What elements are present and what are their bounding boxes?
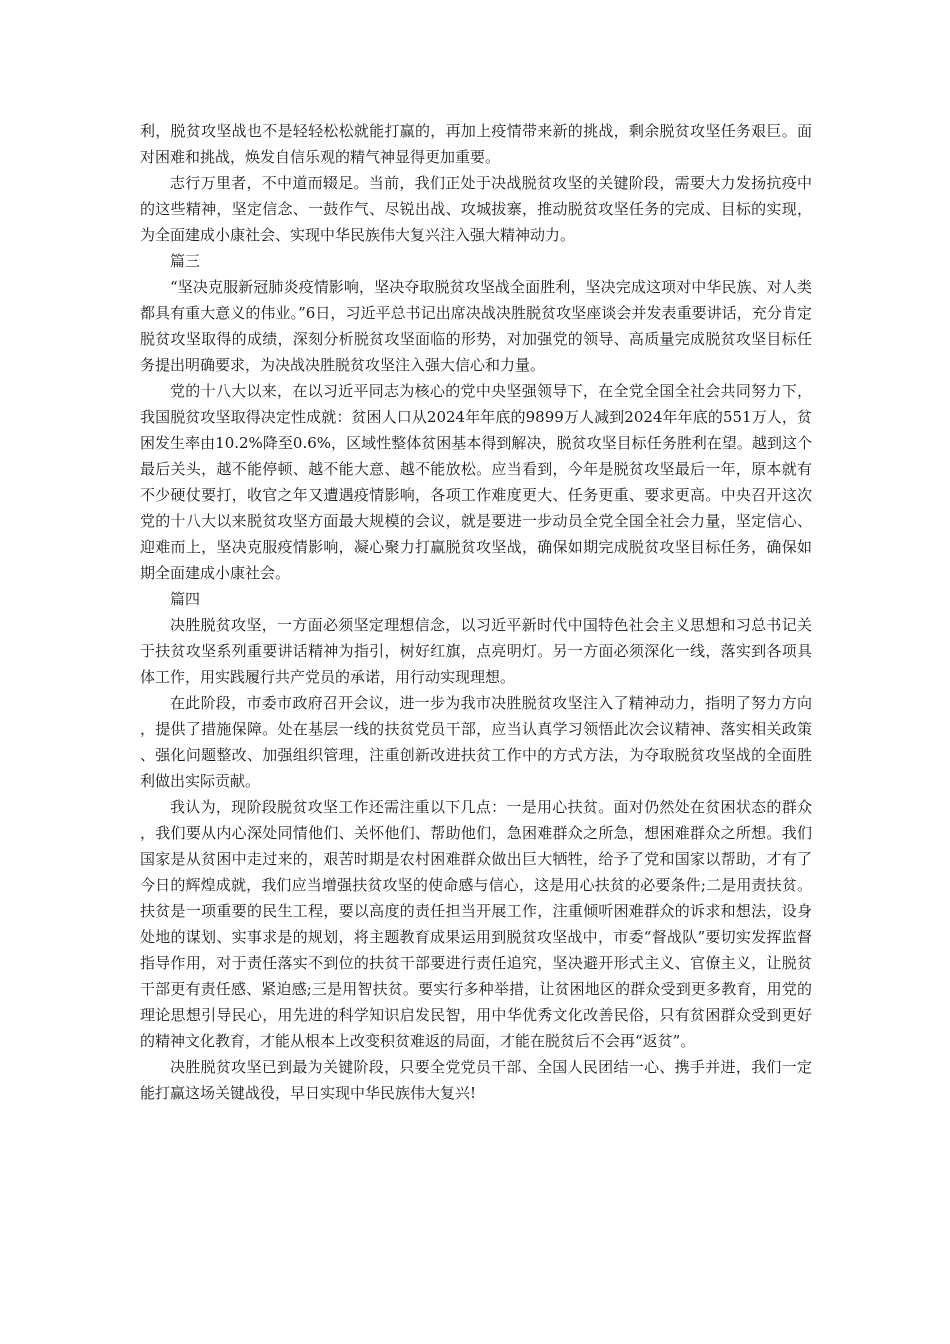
section-heading-3: 篇三 (170, 252, 201, 270)
paragraph: 决胜脱贫攻坚，一方面必须坚定理想信念，以习近平新时代中国特色社会主义思想和习总书记关于扶贫攻坚系列重要讲话精神为指引，树好红旗，点亮明灯。另一方面必须深化一线，落实到各项具体工作，用实践履行共产党员的承诺，用行动实现理想。 (140, 616, 812, 686)
document-body (140, 118, 812, 1106)
paragraph: “坚决克服新冠肺炎疫情影响，坚决夺取脱贫攻坚战全面胜利，坚决完成这项对中华民族、对人类都具有重大意义的伟业。”6日，习近平总书记出席决战决胜脱贫攻坚座谈会并发表重要讲话，充分肯定脱贫攻坚取得的成绩，深刻分析脱贫攻坚面临的形势，对加强党的领导、高质量完成脱贫攻坚目标任务提出明确要求，为决战决胜脱贫攻坚注入强大信心和力量。 (140, 278, 812, 374)
paragraph-continued: 利，脱贫攻坚战也不是轻轻松松就能打赢的，再加上疫情带来新的挑战，剩余脱贫攻坚任务艰巨。面对困难和挑战，焕发自信乐观的精气神显得更加重要。 (140, 122, 812, 166)
paragraph: 在此阶段，市委市政府召开会议，进一步为我市决胜脱贫攻坚注入了精神动力，指明了努力方向，提供了措施保障。处在基层一线的扶贫党员干部，应当认真学习领悟此次会议精神、落实相关政策、强化问题整改、加强组织管理，注重创新改进扶贫工作中的方式方法，为夺取脱贫攻坚战的全面胜利做出实际贡献。 (140, 694, 812, 790)
paragraph: 党的十八大以来，在以习近平同志为核心的党中央坚强领导下，在全党全国全社会共同努力下，我国脱贫攻坚取得决定性成就：贫困人口从2024年年底的9899万人减到2024年年底的551万人，贫困发生率由10.2%降至0.6%，区域性整体贫困基本得到解决，脱贫攻坚目标任务胜利在望。越到这个最后关头，越不能停顿、越不能大意、越不能放松。应当看到，今年是脱贫攻坚最后一年，原本就有不少硬仗要打，收官之年又遭遇疫情影响，各项工作难度更大、任务更重、要求更高。中央召开这次党的十八大以来脱贫攻坚方面最大规模的会议，就是要进一步动员全党全国全社会力量，坚定信心、迎难而上，坚决克服疫情影响，凝心聚力打赢脱贫攻坚战，确保如期完成脱贫攻坚目标任务，确保如期全面建成小康社会。 (140, 382, 812, 582)
paragraph: 我认为，现阶段脱贫攻坚工作还需注重以下几点：一是用心扶贫。面对仍然处在贫困状态的群众，我们要从内心深处同情他们、关怀他们、帮助他们，急困难群众之所急，想困难群众之所想。我们国家是从贫困中走过来的，艰苦时期是农村困难群众做出巨大牺牲，给予了党和国家以帮助，才有了今日的辉煌成就，我们应当增强扶贫攻坚的使命感与信心，这是用心扶贫的必要条件;二是用责扶贫。扶贫是一项重要的民生工程，要以高度的责任担当开展工作，注重倾听困难群众的诉求和想法，设身处地的谋划、实事求是的规划，将主题教育成果运用到脱贫攻坚战中，市委“督战队”要切实发挥监督指导作用，对于责任落实不到位的扶贫干部要进行责任追究，坚决避开形式主义、官僚主义，让脱贫干部更有责任感、紧迫感;三是用智扶贫。要实行多种举措，让贫困地区的群众受到更多教育，用党的理论思想引导民心，用先进的科学知识启发民智，用中华优秀文化改善民俗，只有贫困群众受到更好的精神文化教育，才能从根本上改变积贫难返的局面，才能在脱贫后不会再“返贫”。 (140, 798, 812, 1050)
paragraph: 志行万里者，不中道而辍足。当前，我们正处于决战脱贫攻坚的关键阶段，需要大力发扬抗疫中的这些精神，坚定信念、一鼓作气、尽锐出战、攻城拔寨，推动脱贫攻坚任务的完成、目标的实现，为全面建成小康社会、实现中华民族伟大复兴注入强大精神动力。 (140, 174, 812, 244)
section-heading-4: 篇四 (170, 590, 201, 608)
paragraph: 决胜脱贫攻坚已到最为关键阶段，只要全党党员干部、全国人民团结一心、携手并进，我们一定能打赢这场关键战役，早日实现中华民族伟大复兴! (140, 1058, 812, 1102)
